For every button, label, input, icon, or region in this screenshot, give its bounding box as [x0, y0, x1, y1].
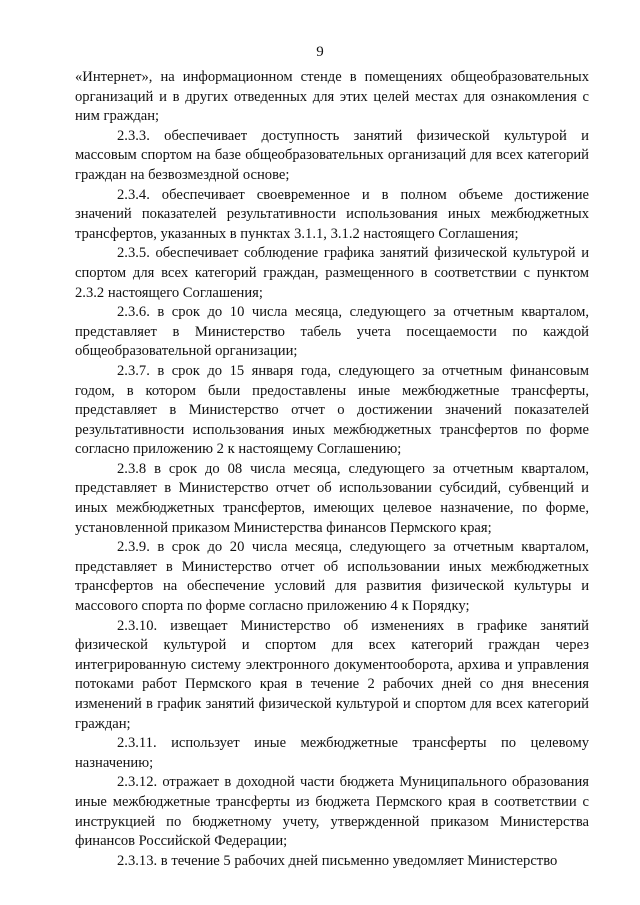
page-number: 9 [316, 44, 324, 60]
paragraph-2-3-9: 2.3.9. в срок до 20 числа месяца, следующего за отчетным кварталом, представляет в Министерство отчет об использовании иных межбюджетных трансфертов на обеспечение условий для развития физической культуры и массового спорта по форме согласно приложению 4 к Порядку; [75, 539, 589, 615]
paragraph-2-3-4: 2.3.4. обеспечивает своевременное и в полном объеме достижение значений показателей результативности использования иных межбюджетных трансфертов, указанных в пунктах 3.1.1, 3.1.2 настоящего Соглашения; [75, 186, 589, 242]
paragraph-2-3-13: 2.3.13. в течение 5 рабочих дней письменно уведомляет Министерство [117, 852, 558, 869]
paragraph-2-3-3: 2.3.3. обеспечивает доступность занятий физической культурой и массовым спортом на базе общеобразовательных организаций для всех категорий граждан на безвозмездной основе; [75, 127, 589, 183]
paragraph-2-3-11: 2.3.11. использует иные межбюджетные трансферты по целевому назначению; [75, 735, 589, 771]
paragraph-2-3-5: 2.3.5. обеспечивает соблюдение графика занятий физической культурой и спортом для всех категорий граждан, размещенного в соответствии с пунктом 2.3.2 настоящего Соглашения; [75, 245, 589, 301]
document-body [75, 68, 589, 871]
paragraph-continuation: «Интернет», на информационном стенде в помещениях общеобразовательных организаций и в других отведенных для этих целей местах для ознакомления с ним граждан; [75, 69, 589, 125]
paragraph-2-3-7: 2.3.7. в срок до 15 января года, следующего за отчетным финансовым годом, в котором были предоставлены иные межбюджетные трансферты, представляет в Министерство отчет о достижении значений показателей результативности использования иных межбюджетных трансфертов по форме согласно приложению 2 к настоящему Соглашению; [75, 362, 589, 458]
paragraph-2-3-8: 2.3.8 в срок до 08 числа месяца, следующего за отчетным кварталом, представляет в Министерство отчет об использовании субсидий, субвенций и иных межбюджетных трансфертов, имеющих целевое назначение, по форме, установленной приказом Министерства финансов Пермского края; [75, 460, 589, 536]
paragraph-2-3-6: 2.3.6. в срок до 10 числа месяца, следующего за отчетным кварталом, представляет в Министерство табель учета посещаемости по каждой общеобразовательной организации; [75, 304, 589, 360]
paragraph-2-3-12: 2.3.12. отражает в доходной части бюджета Муниципального образования иные межбюджетные трансферты из бюджета Пермского края в соответствии с инструкцией по бюджетному учету, утвержденной приказом Министерства финансов Российской Федерации; [75, 774, 589, 850]
paragraph-2-3-10: 2.3.10. извещает Министерство об изменениях в графике занятий физической культурой и спортом для всех категорий граждан через интегрированную систему электронного документооборота, архива и управления потоками работ Пермского края в течение 2 рабочих дней со дня внесения изменений в график занятий физической культурой и спортом для всех категорий граждан; [75, 617, 589, 732]
